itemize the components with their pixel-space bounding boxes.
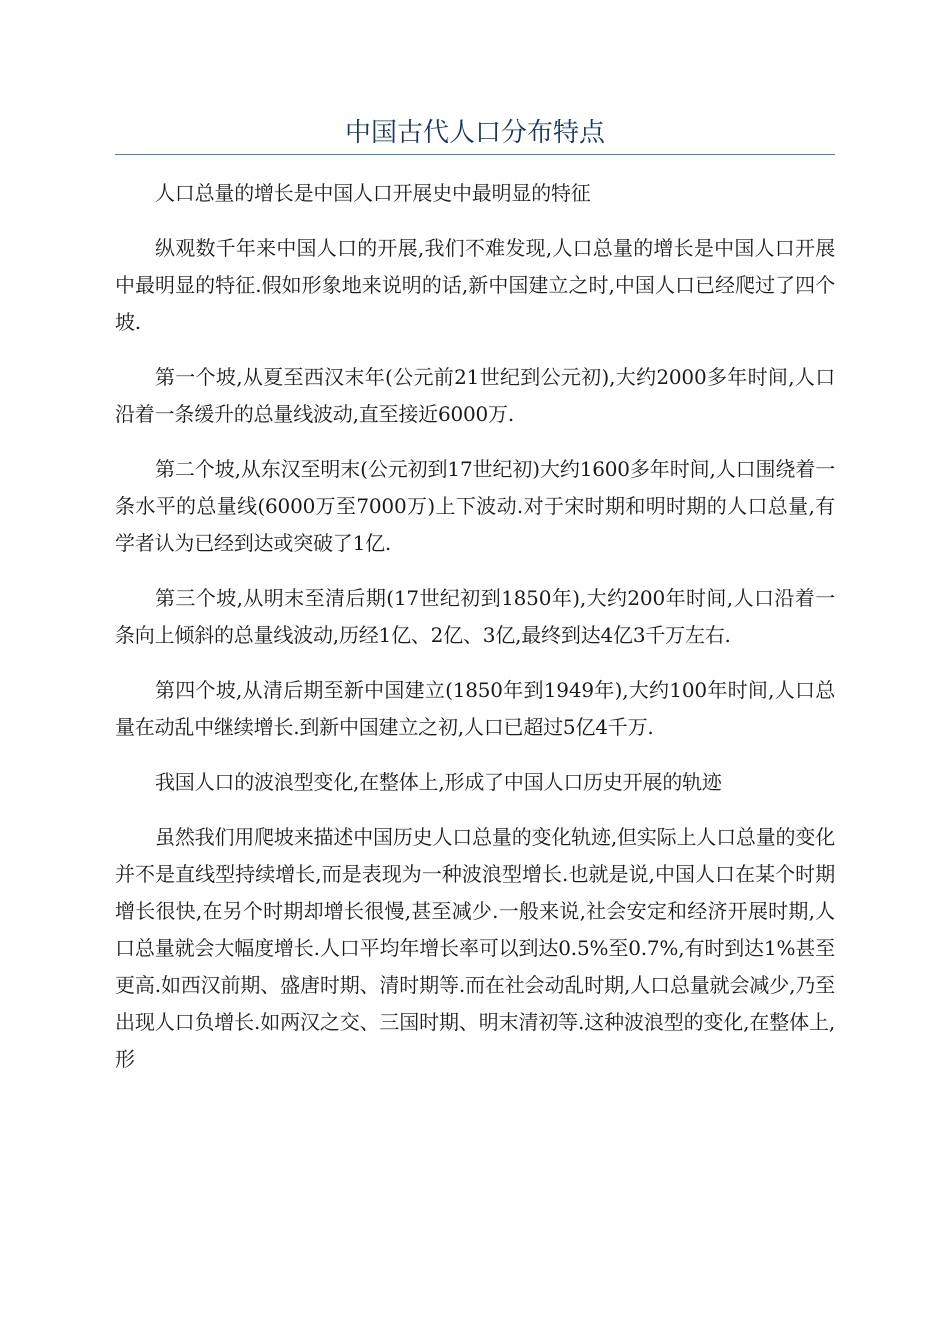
paragraph-third-slope: 第三个坡,从明末至清后期(17世纪初到1850年),大约200年时间,人口沿着一条向上倾斜的总量线波动,历经1亿、2亿、3亿,最终到达4亿3千万左右. — [115, 586, 835, 647]
paragraph-overview: 纵观数千年来中国人口的开展,我们不难发现,人口总量的增长是中国人口开展中最明显的特征.假如形象地来说明的话,新中国建立之时,中国人口已经爬过了四个坡. — [115, 236, 835, 334]
paragraph-wave-change: 虽然我们用爬坡来描述中国历史人口总量的变化轨迹,但实际上人口总量的变化并不是直线型持续增长,而是表现为一种波浪型增长.也就是说,中国人口在某个时期增长很快,在另个时期却增长很慢,甚至减少.一般来说,社会安定和经济开展时期,人口总量就会大幅度增长.人口平均年增长率可以到达0.5%至0.7%,有时到达1%甚至更高.如西汉前期、盛唐时期、清时期等.而在社会动乱时期,人口总量就会减少,乃至出现人口负增长.如两汉之交、三国时期、明末清初等.这种波浪型的变化,在整体上,形 — [115, 825, 835, 1071]
document-body — [115, 175, 835, 1096]
title-underline — [115, 154, 835, 155]
section-heading-wave: 我国人口的波浪型变化,在整体上,形成了中国人口历史开展的轨迹 — [155, 770, 722, 794]
paragraph-second-slope: 第二个坡,从东汉至明末(公元初到17世纪初)大约1600多年时间,人口围绕着一条水平的总量线(6000万至7000万)上下波动.对于宋时期和明时期的人口总量,有学者认为已经到达或突破了1亿. — [115, 457, 835, 555]
document-title: 中国古代人口分布特点 — [344, 118, 605, 148]
paragraph-fourth-slope: 第四个坡,从清后期至新中国建立(1850年到1949年),大约100年时间,人口总量在动乱中继续增长.到新中国建立之初,人口已超过5亿4千万. — [115, 678, 835, 739]
section-heading-growth: 人口总量的增长是中国人口开展史中最明显的特征 — [155, 181, 591, 205]
paragraph-first-slope: 第一个坡,从夏至西汉末年(公元前21世纪到公元初),大约2000多年时间,人口沿着一条缓升的总量线波动,直至接近6000万. — [115, 365, 835, 426]
